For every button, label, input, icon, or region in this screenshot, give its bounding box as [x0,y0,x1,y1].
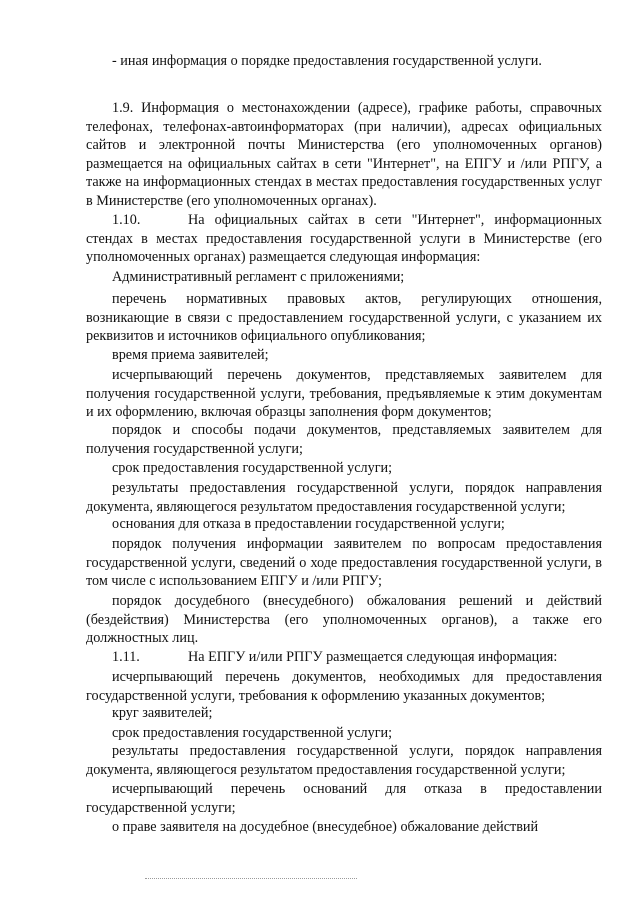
list-item-service-period-2: срок предоставления государственной услуги; [112,725,393,741]
section-number-1-10: 1.10. [112,212,141,228]
paragraph-1-11-text: На ЕПГУ и/или РПГУ размещается следующая информация: [188,649,558,665]
list-item-refusal-grounds-2: исчерпывающий перечень оснований для отказа в предоставлении государственной услуги; [86,781,602,816]
section-number-1-11: 1.11. [112,649,140,665]
list-item-reception-time: время приема заявителей; [112,347,269,363]
list-item-legal-acts: перечень нормативных правовых актов, регулирующих отношения, возникающие в связи с предоставлением государственной услуги, с указанием их реквизитов и источников официального опубликования; [86,291,602,345]
list-item-appeal-procedure: порядок досудебного (внесудебного) обжалования решений и действий (бездействия) Министерства (его уполномоченных органов), а также его должностных лиц. [86,593,602,647]
list-item-information-procedure: порядок получения информации заявителем по вопросам предоставления государственной услуги, сведений о ходе предоставления государственной услуги, в том числе с использованием ЕПГУ и /или РПГУ; [86,536,602,590]
paragraph-other-info: - иная информация о порядке предоставления государственной услуги. [112,53,542,69]
scan-footer-mark [145,878,357,884]
list-item-service-results: результаты предоставления государственной услуги, порядок направления документа, являющегося результатом предоставления государственной услуги; [86,480,602,515]
paragraph-1-9: 1.9. Информация о местонахождении (адресе), графике работы, справочных телефонах, телефонах-автоинформаторах (при наличии), адресах официальных сайтов и электронной почты Министерства (его уполномоченных органов) размещается на официальных сайтах в сети "Интернет", на ЕПГУ и /или РПГУ, а также на информационных стендах в местах предоставления государственных услуг в Министерстве (его уполномоченных органах). [86,100,602,209]
paragraph-1-11 [86,648,602,667]
list-item-regulation: Административный регламент с приложениями; [112,269,405,285]
list-item-submission-methods: порядок и способы подачи документов, представляемых заявителем для получения государственной услуги; [86,422,602,457]
list-item-applicants: круг заявителей; [112,705,213,721]
list-item-service-results-2: результаты предоставления государственной услуги, порядок направления документа, являющегося результатом предоставления государственной услуги; [86,743,602,778]
list-item-refusal-grounds: основания для отказа в предоставлении государственной услуги; [112,516,505,532]
list-item-service-period: срок предоставления государственной услуги; [112,460,393,476]
list-item-required-documents: исчерпывающий перечень документов, необходимых для предоставления государственной услуги, требования к оформлению указанных документов; [86,669,602,704]
list-item-appeal-right: о праве заявителя на досудебное (внесудебное) обжалование действий [112,819,539,835]
paragraph-1-10-text: На официальных сайтах в сети "Интернет", информационных стендах в местах предоставления государственной услуги в Министерстве (его уполномоченных органах) размещается следующая информация: [86,212,602,266]
paragraph-1-10 [86,211,602,267]
list-item-documents-list: исчерпывающий перечень документов, представляемых заявителем для получения государственной услуги, требования, предъявляемые к этим документам и их оформлению, включая образцы заполнения форм документов; [86,367,602,421]
